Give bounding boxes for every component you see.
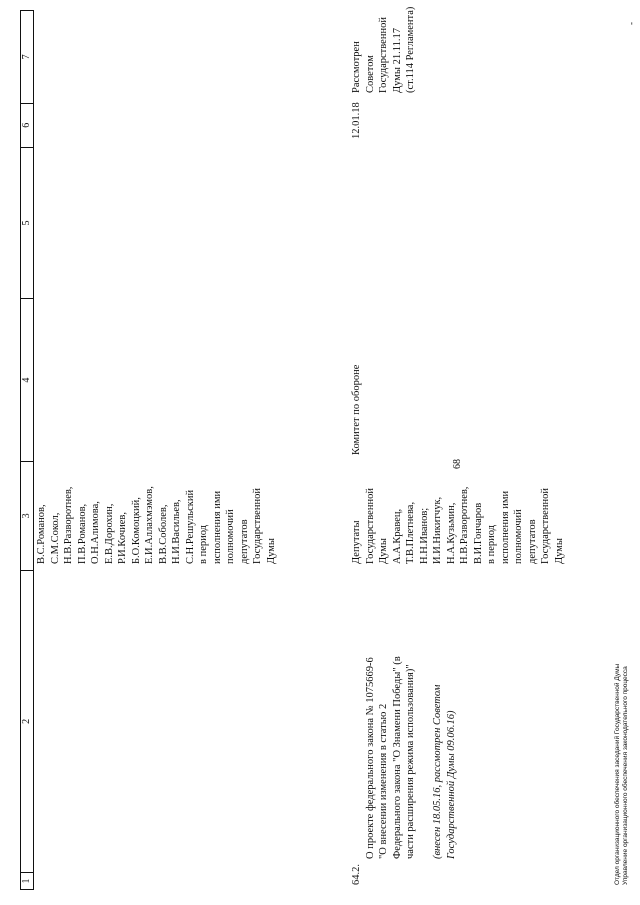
status-note: Рассмотрен Советом Государственной Думы 21.11.17 (ст.114 Регламента) <box>351 6 416 93</box>
bill-authors: Депутаты Государственной Думы А.А.Кравец, Т.В.Плетнева, Н.Н.Иванов; И.И.Никитчук, Н.А.Кузьмин, Н.В.Разворотнев, В.И.Гончаров в период исполнения ими полномочий депутатов Государственной Думы <box>351 486 565 564</box>
column-header-5: 5 <box>21 147 33 299</box>
bill-title: О проекте федерального закона № 1075669-6 "О внесении изменения в статью 2 Федерального закона "О Знамени Победы" (в части расширения режима использования)" <box>364 656 416 859</box>
corner-mark: - <box>626 22 636 25</box>
column-header-3: 3 <box>21 461 33 570</box>
column-header-2: 2 <box>21 570 33 872</box>
column-header-6: 6 <box>21 103 33 147</box>
item-number: 64.2. <box>351 864 362 885</box>
column-header-row <box>20 10 34 890</box>
responsible-committee: Комитет по обороне <box>351 364 362 455</box>
continued-authors-list: В.С.Романов, С.М.Сокол, Н.В.Разворотнев, П.В.Романов, О.Н.Алимова, Е.В.Дорохин, Р.И.Кочиев, Б.О.Комоцкий, Е.И.Аллахмэмов, В.В.Соболев, Н.И.Васильев, С.Н.Решульский в период исполнения ими полномочий депутатов Государственной Думы <box>36 486 277 564</box>
bill-submission-note: (внесен 18.05.16, рассмотрен Советом Государственной Думы 09.06.16) <box>432 684 457 859</box>
column-header-4: 4 <box>21 298 33 461</box>
item-description <box>350 559 472 859</box>
consideration-date: 12.01.18 <box>351 102 362 139</box>
page-number: 68 <box>452 459 463 469</box>
footer-department: Отдел организационного обеспечения заседаний Государственной Думы Управление организационного обеспечения законодательного процесса <box>614 663 629 885</box>
column-header-7: 7 <box>21 54 32 60</box>
column-header-1: 1 <box>21 872 33 889</box>
